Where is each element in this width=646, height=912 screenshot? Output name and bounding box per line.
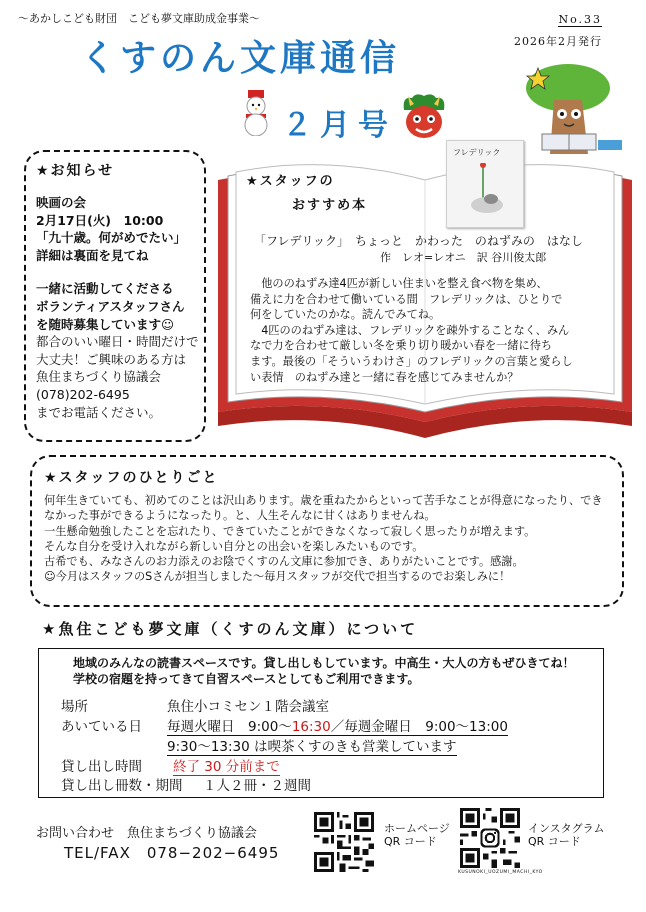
staff-comment-line: ☺今月はスタッフのSさんが担当しました〜毎月スタッフが交代で担当するのでお楽しみに！	[44, 570, 511, 584]
instagram-qr-label-line: インスタグラム	[528, 822, 605, 835]
open-label: あいている日	[61, 719, 142, 735]
tree-mascot-icon	[516, 62, 626, 158]
about-intro-line: 地域のみんなの読書スペースです。貸し出しもしています。中高生・大人の方もぜひきてね！	[73, 656, 575, 670]
about-intro	[73, 655, 574, 687]
recommend-heading	[246, 170, 367, 218]
staff-comment-line: そんな自分を受け入れながら新しい自分との出会いを楽しみたいものです。	[44, 539, 424, 553]
open-value	[167, 715, 508, 736]
review-line: ます。最後の「そういうわけさ」のフレデリックの言葉と愛らし	[250, 354, 573, 368]
book-author: 作 レオ=レオニ 訳 谷川俊太郎	[380, 251, 547, 264]
recruit-line: ボランティアスタッフさん	[36, 298, 185, 314]
about-box	[38, 648, 604, 798]
limit-label: 貸し出し冊数・期間	[61, 778, 183, 794]
contact-line: 大丈夫！ご興味のある方は	[36, 351, 187, 367]
red-oni-icon	[398, 92, 450, 140]
instagram-handle: KUSUNOKI_UOZUMI_MACHI_KYO	[458, 870, 543, 875]
about-heading: ★魚住こども夢文庫（くすのん文庫）について	[42, 620, 419, 638]
recruit-line: を随時募集しています☺	[36, 316, 175, 332]
staff-comment-line: 一生懸命勉強したことを忘れたり、できていたことができなくなって寂しく思ったりが増えます。	[44, 524, 536, 538]
contact-line: 都合のいい曜日・時間だけで	[36, 334, 199, 350]
snowman-icon	[236, 90, 276, 136]
issue-date: 2026年2月発行	[514, 35, 602, 48]
cafe-hours: 9:30〜13:30 は喫茶くすのきも営業しています	[167, 735, 457, 756]
open-friday: ／毎週金曜日 9:00〜13:00	[330, 719, 508, 735]
staff-comment-heading: ★スタッフのひとりごと	[44, 470, 219, 486]
staff-comment-line: 古希でも、みなさんのお力添えのお陰でくすのん文庫に参加でき、ありがたいことです。感謝。	[44, 555, 524, 569]
event-film: 「九十歳。何がめでたい」	[36, 230, 187, 246]
tel-fax: TEL/FAX 078−202−6495	[64, 844, 280, 862]
mouse-illustration-icon	[461, 163, 511, 215]
homepage-qr-label	[384, 822, 450, 848]
notice-heading: ★お知らせ	[36, 163, 115, 179]
homepage-qr-code-icon[interactable]	[314, 812, 374, 872]
staff-comment-box	[30, 455, 624, 607]
review-line: なで力を合わせて厳しい冬を乗り切り暖かい春を一緒に待ち	[250, 339, 553, 353]
month-label: ２月号	[282, 108, 396, 143]
review-line: い表情 のねずみ達と一緒に春を感じてみませんか？	[250, 370, 519, 384]
book-cover-title: フレデリック	[453, 148, 501, 157]
newsletter-title: くすのん文庫通信	[80, 38, 401, 79]
staff-comment-line: 何年生きていても、初めてのことは沢山あります。歳を重ねたからといって苦手なことが得意になったり、でき	[44, 494, 603, 507]
homepage-qr-label-line: ホームページ	[384, 822, 450, 835]
recruit-line: 一緒に活動してくださる	[36, 281, 174, 297]
contact-line: お問い合わせ 魚住まちづくり協議会	[36, 826, 257, 841]
instagram-qr-code-icon[interactable]	[460, 808, 520, 868]
review-line: 4匹ののねずみ達は、フレデリックを疎外することなく、みん	[250, 323, 570, 337]
place-label: 場所	[61, 699, 88, 715]
review-line: 何をしていたのかな。読んでみてね。	[250, 308, 441, 322]
event-detail: 詳細は裏面を見てね	[36, 247, 149, 263]
notice-box	[24, 150, 206, 442]
book-review	[250, 276, 590, 385]
homepage-qr-label-line: QR コード	[384, 835, 437, 848]
contact-line: (078)202-6495	[36, 386, 130, 402]
place-value: 魚住小コミセン１階会議室	[167, 699, 329, 715]
contact-line: 魚住まちづくり協議会	[36, 369, 161, 385]
instagram-qr-label-line: QR コード	[528, 835, 581, 848]
book-title: 「フレデリック」 ちょっと かわった のねずみの はなし	[254, 234, 583, 248]
about-intro-line: 学校の宿題を持ってきて自習スペースとしてもご利用できます。	[73, 672, 420, 686]
recommend-heading-line: おすすめ本	[292, 198, 368, 213]
staff-comment-line: なかった事ができるようになったり。と、人生そんなに甘くはありませんね。	[44, 509, 436, 523]
book-cover-image	[446, 140, 524, 228]
organizer-line: 〜あかしこども財団 こども夢文庫助成金事業〜	[18, 12, 260, 25]
lending-value: 終了 30 分前まで	[173, 755, 280, 776]
recommend-heading-line: ★スタッフの	[246, 174, 335, 189]
limit-value: １人２冊・２週間	[203, 778, 311, 794]
event-title: 映画の会	[36, 195, 87, 210]
event-date: 2月17日(火) 10:00	[36, 212, 164, 228]
issue-number: No.33	[558, 13, 602, 26]
contact-line: までお電話ください。	[36, 404, 162, 420]
review-line: 備えに力を合わせて働いている間 フレデリックは、ひとりで	[250, 292, 563, 306]
open-tuesday: 毎週火曜日 9:00〜	[167, 719, 292, 735]
open-tuesday-end: 16:30	[291, 719, 331, 735]
instagram-qr-label	[528, 822, 605, 848]
lending-label: 貸し出し時間	[61, 759, 142, 775]
review-line: 他ののねずみ達4匹が新しい住まいを整え食べ物を集め、	[250, 277, 548, 290]
